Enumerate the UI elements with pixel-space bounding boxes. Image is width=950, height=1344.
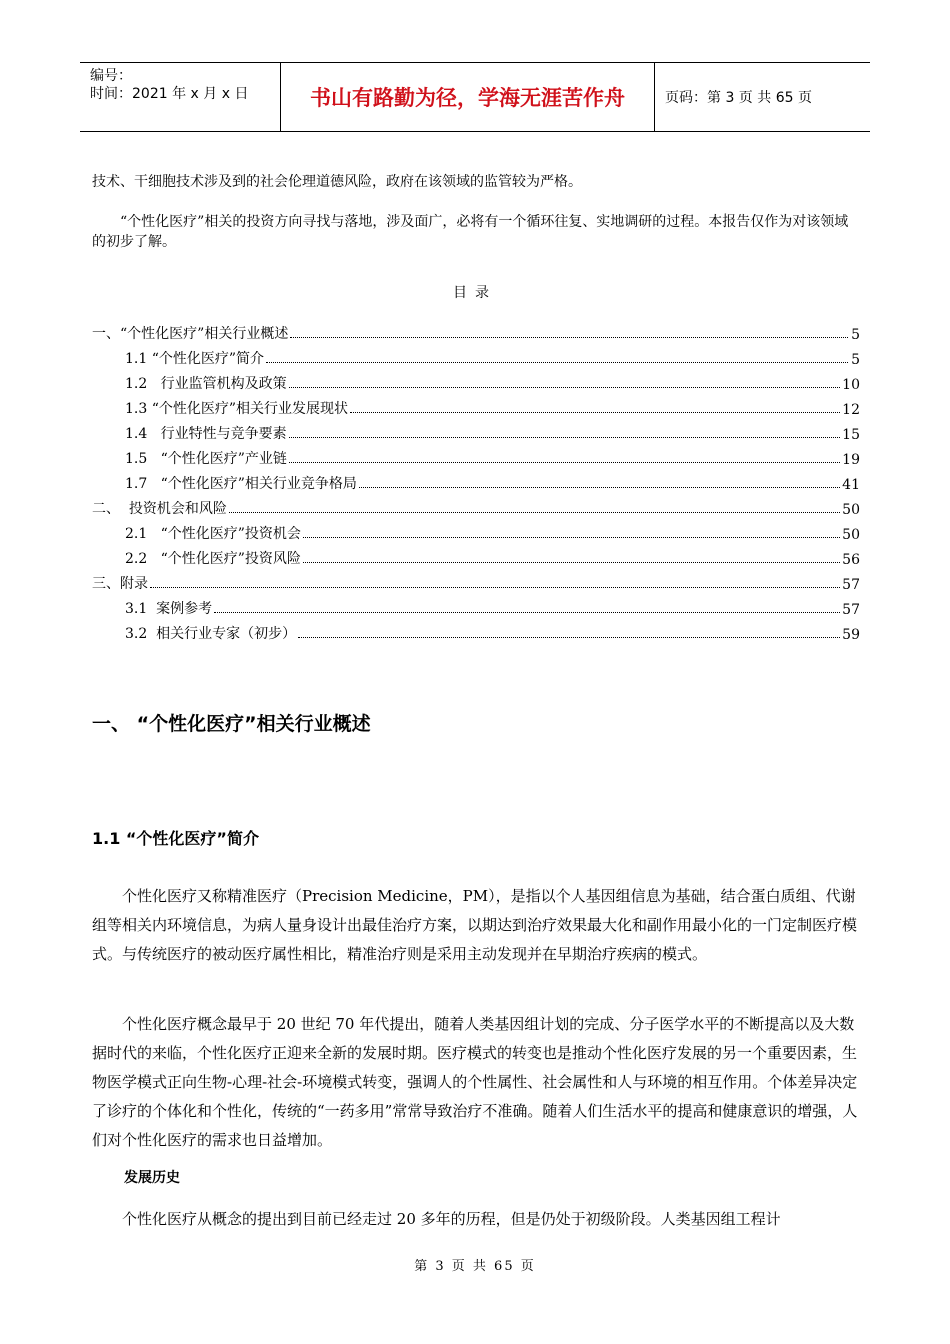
toc-entry-label: 一、“个性化医疗”相关行业概述 — [92, 326, 289, 342]
toc-entry-page: 57 — [842, 577, 860, 593]
toc-dot-leader — [290, 337, 848, 338]
toc-entry-label: 1.2 行业监管机构及政策 — [125, 376, 287, 392]
toc-entry[interactable] — [92, 543, 860, 568]
toc-entry[interactable] — [92, 568, 860, 593]
toc-dot-leader — [298, 637, 840, 638]
toc-entry[interactable] — [92, 368, 860, 393]
toc-dot-leader — [359, 487, 840, 488]
toc-entry[interactable] — [92, 418, 860, 443]
toc-dot-leader — [229, 512, 840, 513]
page-footer: 第 3 页 共 65 页 — [414, 1259, 536, 1274]
toc-entry-page: 59 — [842, 627, 860, 643]
toc-entry-label: 2.1 “个性化医疗”投资机会 — [125, 526, 301, 542]
toc-entry-page: 15 — [842, 427, 860, 443]
toc-entry[interactable] — [92, 343, 860, 368]
toc-entry-page: 57 — [842, 602, 860, 618]
header-page-label: 页码：第 3 页 共 65 页 — [665, 90, 812, 106]
toc-entry-page: 5 — [851, 327, 860, 343]
toc-entry-label: 1.5 “个性化医疗”产业链 — [125, 451, 287, 467]
toc-entry-label: 三、附录 — [92, 576, 148, 592]
toc-entry-page: 56 — [842, 552, 860, 568]
time-label: 时间：2021 年 x 月 x 日 — [90, 86, 249, 102]
toc-entry-label: 1.4 行业特性与竞争要素 — [125, 426, 287, 442]
serial-label: 编号： — [90, 68, 132, 84]
toc-entry[interactable] — [92, 443, 860, 468]
toc-dot-leader — [350, 412, 840, 413]
body-paragraph-1: 个性化医疗又称精准医疗（Precision Medicine，PM），是指以个人基因组信息为基础，结合蛋白质组、代谢组等相关内环境信息，为病人量身设计出最佳治疗方案，以期达到治疗效果最大化和副作用最小化的一门定制医疗模式。与传统医疗的被动医疗属性相比，精准治疗则是采用主动发现并在早期治疗疾病的模式。 — [92, 887, 858, 963]
toc-entry-label: 3.2 相关行业专家（初步） — [125, 626, 297, 642]
toc-entry[interactable] — [92, 593, 860, 618]
toc-dot-leader — [303, 537, 840, 538]
body-paragraph-3: 个性化医疗从概念的提出到目前已经走过 20 多年的历程，但是仍处于初级阶段。人类基因组工程计 — [122, 1210, 781, 1228]
header-motto: 书山有路勤为径，学海无涯苦作舟 — [281, 63, 655, 131]
toc-entry-page: 5 — [851, 352, 860, 368]
table-of-contents — [92, 318, 860, 643]
toc-entry[interactable] — [92, 393, 860, 418]
toc-entry[interactable] — [92, 318, 860, 343]
toc-entry-page: 19 — [842, 452, 860, 468]
toc-title: 目录 — [453, 285, 497, 301]
toc-entry-page: 12 — [842, 402, 860, 418]
toc-entry[interactable] — [92, 518, 860, 543]
toc-dot-leader — [266, 362, 848, 363]
body-paragraph-2: 个性化医疗概念最早于 20 世纪 70 年代提出，随着人类基因组计划的完成、分子医学水平的不断提高以及大数据时代的来临，个性化医疗正迎来全新的发展时期。医疗模式的转变也是推动个性化医疗发展的另一个重要因素，生物医学模式正向生物-心理-社会-环境模式转变，强调人的个性属性、社会属性和人与环境的相互作用。个体差异决定了诊疗的个体化和个性化，传统的“一药多用”常常导致治疗不准确。随着人们生活水平的提高和健康意识的增强，人们对个性化医疗的需求也日益增加。 — [92, 1015, 858, 1149]
toc-entry-label: 3.1 案例参考 — [125, 601, 213, 617]
toc-entry-page: 41 — [842, 477, 860, 493]
header-meta — [80, 63, 281, 131]
toc-entry-page: 50 — [842, 502, 860, 518]
toc-entry-label: 1.1 “个性化医疗”简介 — [125, 351, 265, 367]
history-heading: 发展历史 — [124, 1170, 180, 1186]
toc-dot-leader — [150, 587, 840, 588]
toc-dot-leader — [289, 462, 840, 463]
toc-dot-leader — [303, 562, 840, 563]
page-header — [80, 62, 870, 132]
toc-entry[interactable] — [92, 618, 860, 643]
toc-entry-label: 2.2 “个性化医疗”投资风险 — [125, 551, 301, 567]
toc-dot-leader — [289, 387, 841, 388]
toc-entry-label: 二、 投资机会和风险 — [92, 501, 227, 517]
section-heading: 一、 “个性化医疗”相关行业概述 — [92, 713, 371, 735]
toc-entry-page: 50 — [842, 527, 860, 543]
toc-entry-label: 1.3 “个性化医疗”相关行业发展现状 — [125, 401, 349, 417]
toc-entry-label: 1.7 “个性化医疗”相关行业竞争格局 — [125, 476, 357, 492]
intro-paragraph: “个性化医疗”相关的投资方向寻找与落地，涉及面广，必将有一个循环往复、实地调研的过程。本报告仅作为对该领域的初步了解。 — [92, 214, 849, 250]
toc-entry-page: 10 — [842, 377, 860, 393]
toc-entry[interactable] — [92, 493, 860, 518]
toc-dot-leader — [289, 437, 841, 438]
subsection-heading: 1.1 “个性化医疗”简介 — [92, 829, 259, 848]
intro-line: 技术、干细胞技术涉及到的社会伦理道德风险，政府在该领域的监管较为严格。 — [92, 174, 582, 190]
toc-dot-leader — [214, 612, 840, 613]
toc-entry[interactable] — [92, 468, 860, 493]
